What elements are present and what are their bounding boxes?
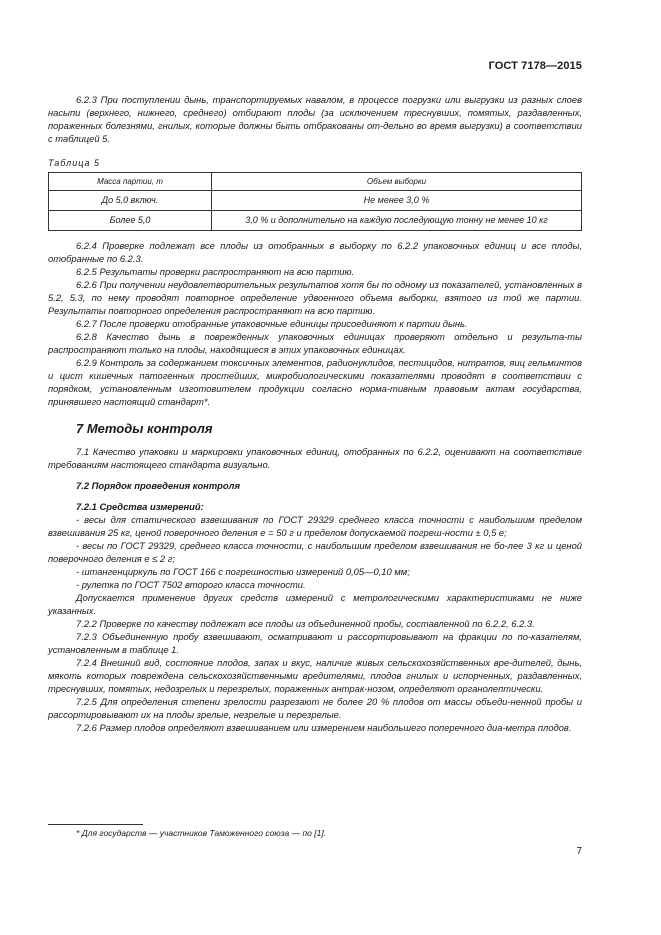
page-content	[48, 93, 582, 734]
list-item: - весы по ГОСТ 29329, среднего класса точности, с наибольшим пределом взвешивания не бо-лее 3 кг и ценой поверочного деления е ≤ 2 г;	[48, 540, 582, 564]
page-number: 7	[576, 846, 582, 857]
paragraph-7-2-4: 7.2.4 Внешний вид, состояние плодов, запах и вкус, наличие живых сельскохозяйственных вре-дителей, дынь, мякоть которых повреждена сельскохозяйственными вредителями, плодов гнилых и испорченных, раздавленных, треснувших, помятых, недозрелых и перезрелых, пораженных антрак-нозом, определяют органолептически.	[48, 657, 582, 694]
list-item: - рулетка по ГОСТ 7502 второго класса точности.	[76, 579, 306, 590]
table-cell: Не менее 3,0 %	[212, 191, 582, 211]
table-row	[49, 191, 582, 211]
table-header-cell: Объем выборки	[212, 173, 582, 191]
paragraph-6-2-4: 6.2.4 Проверке подлежат все плоды из отобранных в выборку по 6.2.2 упаковочных единиц и все плоды, отобранные по 6.2.3.	[48, 240, 582, 264]
heading-7-2-1: 7.2.1 Средства измерений:	[76, 501, 204, 512]
paragraph-7-2-3: 7.2.3 Объединенную пробу взвешивают, осматривают и рассортировывают на фракции по по-казателям, установленным в таблице 1.	[48, 631, 582, 655]
paragraph-6-2-5: 6.2.5 Результаты проверки распространяют на всю партию.	[76, 266, 355, 277]
sample-size-table	[48, 172, 582, 231]
table-cell: Более 5,0	[49, 211, 212, 231]
heading-7-2: 7.2 Порядок проведения контроля	[76, 480, 240, 491]
table-header-row	[49, 173, 582, 191]
paragraph-6-2-9: 6.2.9 Контроль за содержанием токсичных элементов, радионуклидов, пестицидов, нитратов, яиц гельминтов и цист кишечных патогенных простейших, микробиологическими показателями проводят в соответствии с порядком, установленным изготовителем продукции согласно норма-тивным правовым актам государства, принявшего настоящий стандарт*.	[48, 357, 582, 407]
paragraph-alt-instruments: Допускается применение других средств измерений с метрологическими характеристиками не ниже указанных.	[48, 592, 582, 616]
table-cell: До 5,0 включ.	[49, 191, 212, 211]
table-header-cell: Масса партии, т	[49, 173, 212, 191]
footnote-divider	[48, 824, 143, 825]
table-row	[49, 211, 582, 231]
paragraph-7-1: 7.1 Качество упаковки и маркировки упаковочных единиц, отобранных по 6.2.2, оценивают на соответствие требованиям настоящего стандарта визуально.	[48, 446, 582, 470]
paragraph-7-2-5: 7.2.5 Для определения степени зрелости разрезают не более 20 % плодов от массы объеди-ненной пробы и рассортировывают их на плоды зрелые, незрелые и перезрелые.	[48, 696, 582, 720]
list-item: - весы для статического взвешивания по ГОСТ 29329 среднего класса точности с наибольшим пределом взвешивания 25 кг, ценой поверочного деления е = 50 г и пределом допускаемой погреш-ности ± 0,5 е;	[48, 514, 582, 538]
doc-code-header: ГОСТ 7178—2015	[488, 60, 582, 72]
footnote: * Для государств — участников Таможенного союза — по [1].	[76, 828, 327, 838]
paragraph-7-2-2: 7.2.2 Проверке по качеству подлежат все плоды из объединенной пробы, составленной по 6.2.2, 6.2.3.	[76, 618, 535, 629]
table-caption: Таблица 5	[48, 158, 101, 168]
table-cell: 3,0 % и дополнительно на каждую последующую тонну не менее 10 кг	[212, 211, 582, 231]
list-item: - штангенциркуль по ГОСТ 166 с погрешностью измерений 0,05—0,10 мм;	[76, 566, 410, 577]
paragraph-6-2-7: 6.2.7 После проверки отобранные упаковочные единицы присоединяют к партии дынь.	[76, 318, 468, 329]
paragraph-6-2-3: 6.2.3 При поступлении дынь, транспортируемых навалом, в процессе погрузки или выгрузки из разных слоев насыпи (верхнего, нижнего, среднего) отбирают плоды (за исключением треснувших, помятых, раздавленных, пораженных болезнями, гнилых, которые должны быть отбракованы от-дельно во время выгрузки) в соответствии с таблицей 5.	[48, 94, 582, 144]
paragraph-6-2-8: 6.2.8 Качество дынь в поврежденных упаковочных единицах проверяют отдельно и результа-ты распространяют только на плоды, находящиеся в этих упаковочных единицах.	[48, 331, 582, 355]
paragraph-7-2-6: 7.2.6 Размер плодов определяют взвешиванием или измерением наибольшего поперечного диа-метра плодов.	[76, 722, 572, 733]
paragraph-6-2-6: 6.2.6 При получении неудовлетворительных результатов хотя бы по одному из показателей, установленных в 5.2, 5.3, по нему проводят повторное определение удвоенного объема выборки, взятого из той же партии. Результаты повторного определения распространяют на всю партию.	[48, 279, 582, 316]
section-7-title: 7 Методы контроля	[76, 421, 213, 436]
section-6-paragraphs	[48, 239, 582, 408]
